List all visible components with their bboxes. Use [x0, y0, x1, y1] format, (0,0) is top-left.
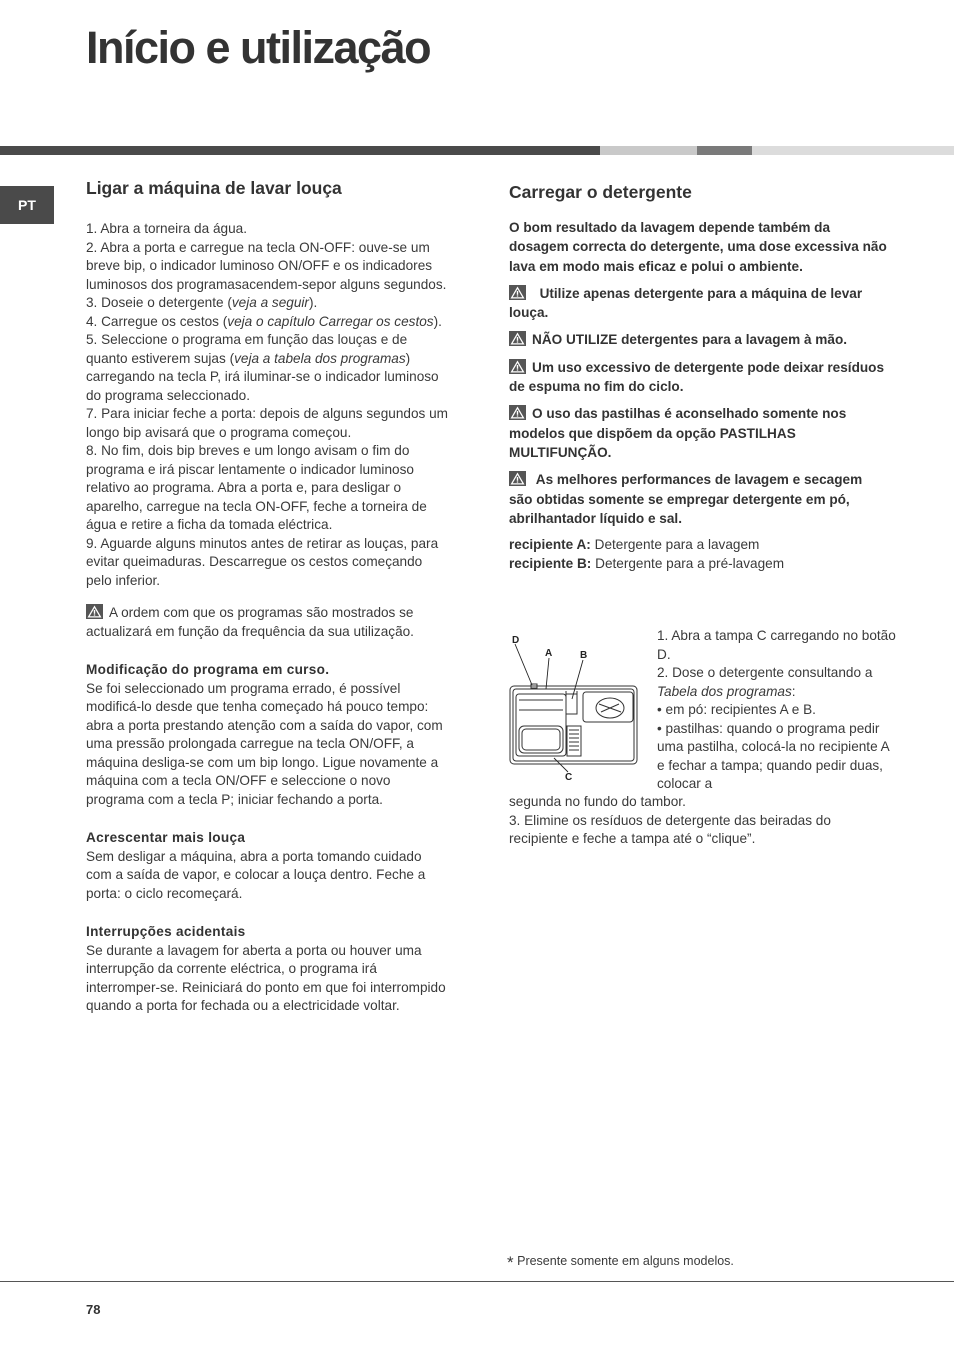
dispenser-step-1: 1. Abra a tampa C carregando no botão D.: [657, 628, 896, 662]
interruptions-text: Se durante a lavagem for aberta a porta ou houver uma interrupção da corrente eléctrica, o programa irá interromper-se. Reiniciará do ponto em que foi interrompido quando a porta for fechada ou a electricidade voltar.: [86, 942, 446, 1013]
warning-icon: [509, 471, 526, 486]
section-heading-detergent: Carregar o detergente: [509, 182, 692, 202]
detergent-warning-3: Um uso excessivo de detergente pode deixar resíduos de espuma no fim do ciclo.: [509, 359, 885, 395]
step-1: 1. Abra a torneira da água.: [86, 221, 247, 236]
dispenser-step-3: 3. Elimine os resíduos de detergente das beiradas do recipiente e feche a tampa até o “clique”.: [509, 812, 831, 846]
step-2: 2. Abra a porta e carregue na tecla ON-OFF: ouve-se um breve bip, o indicador luminoso ON/OFF e os indicadores luminosos dos programasacendem-sepor alguns segundos.: [86, 239, 447, 292]
detergent-warning-1: Utilize apenas detergente para a máquina de levar louça.: [509, 285, 863, 321]
warning-icon: [509, 405, 526, 420]
warning-icon: [509, 359, 526, 374]
detergent-warning-2: NÃO UTILIZE detergentes para a lavagem à mão.: [509, 330, 889, 349]
dispenser-step-2: 2. Dose o detergente consultando a Tabela dos programas:: [657, 665, 873, 699]
dispenser-instructions-cont: [509, 793, 889, 849]
add-dishes-heading: Acrescentar mais louça: [86, 830, 246, 845]
page-number: 78: [86, 1302, 101, 1317]
footnote: * Presente somente em alguns modelos.: [507, 1253, 734, 1272]
dispenser-bullet-powder: • em pó: recipientes A e B.: [657, 702, 816, 717]
warning-icon: [509, 285, 526, 300]
header-bar-light: [600, 146, 697, 155]
detergent-warning-5: As melhores performances de lavagem e secagem são obtidas somente se empregar detergente em pó, abrilhantador líquido e sal.: [509, 472, 863, 526]
label-d: D: [512, 635, 520, 646]
warning-note: A ordem com que os programas são mostrados se actualizará em função da frequência da sua utilização.: [86, 605, 414, 639]
header-bar-pale: [752, 146, 954, 155]
container-b: recipiente B: Detergente para a pré-lavagem: [509, 555, 785, 571]
dispenser-bullet-tablets-cont: segunda no fundo do tambor.: [509, 794, 686, 809]
language-tab: PT: [0, 186, 54, 224]
right-column: [509, 180, 889, 573]
step-7: 7. Para iniciar feche a porta: depois de alguns segundos um longo bip avisará que o programa começou.: [86, 406, 448, 440]
add-dishes-text: Sem desligar a máquina, abra a porta tomando cuidado com a saída de vapor, e colocar a louça dentro. Feche a porta: o ciclo recomeçará.: [86, 848, 426, 901]
step-3: 3. Doseie o detergente (veja a seguir).: [86, 295, 318, 310]
detergent-warning-4: O uso das pastilhas é aconselhado somente nos modelos que dispõem da opção PASTILHAS MULTIFUNÇÃO.: [509, 406, 847, 460]
dispenser-instructions: [657, 627, 897, 794]
modify-heading: Modificação do programa em curso.: [86, 662, 330, 677]
step-5: 5. Seleccione o programa em função das louças e de quanto estiverem sujas (veja a tabela dos programas) carregando na tecla P, irá iluminar-se o indicador luminoso do programa seleccionado.: [86, 332, 439, 403]
step-4: 4. Carregue os cestos (veja o capítulo Carregar os cestos).: [86, 313, 442, 329]
header-bar-mid: [697, 146, 752, 155]
step-9: 9. Aguarde alguns minutos antes de retirar as louças, para evitar queimaduras. Descarregue os cestos começando pelo inferior.: [86, 535, 439, 588]
warning-icon: [86, 604, 103, 619]
left-column: [86, 176, 448, 1016]
section-heading-start: Ligar a máquina de lavar louça: [86, 178, 342, 198]
label-c: C: [565, 772, 573, 783]
label-b: B: [580, 650, 588, 661]
container-a: recipiente A: Detergente para a lavagem: [509, 537, 760, 553]
detergent-dispenser-diagram: [509, 634, 641, 784]
detergent-intro: O bom resultado da lavagem depende também da dosagem correcta do detergente, uma dose excessiva não lava em modo mais eficaz e polui o ambiente.: [509, 220, 887, 274]
interruptions-heading: Interrupções acidentais: [86, 924, 246, 939]
footer-rule: [0, 1281, 954, 1282]
step-8: 8. No fim, dois bip breves e um longo avisam o fim do programa e irá piscar lentamente o indicador luminoso relativo ao programa. Abra a porta e, para desligar o aparelho, carregue na tecla ON-OFF, feche a torneira de água e retire a ficha da tomada eléctrica.: [86, 443, 427, 532]
header-bar-dark: [0, 146, 600, 155]
dispenser-bullet-tablets: • pastilhas: quando o programa pedir uma pastilha, colocá-la no recipiente A e fechar a tampa; quando pedir duas, colocar a: [657, 720, 889, 791]
page-title: Início e utilização: [86, 22, 431, 73]
modify-text: Se foi seleccionado um programa errado, é possível modificá-lo desde que tenha começado há pouco tempo: abra a porta prestando atenção com a saída do vapor, com uma pressão prolongada carregue na tecla ON/OFF, a máquina desliga-se com um bip longo. Ligue novamente a máquina com a tecla ON/OFF e seleccione o novo programa com a tecla P; iniciar fechando a porta.: [86, 680, 443, 807]
warning-icon: [509, 331, 526, 346]
label-a: A: [545, 648, 553, 659]
